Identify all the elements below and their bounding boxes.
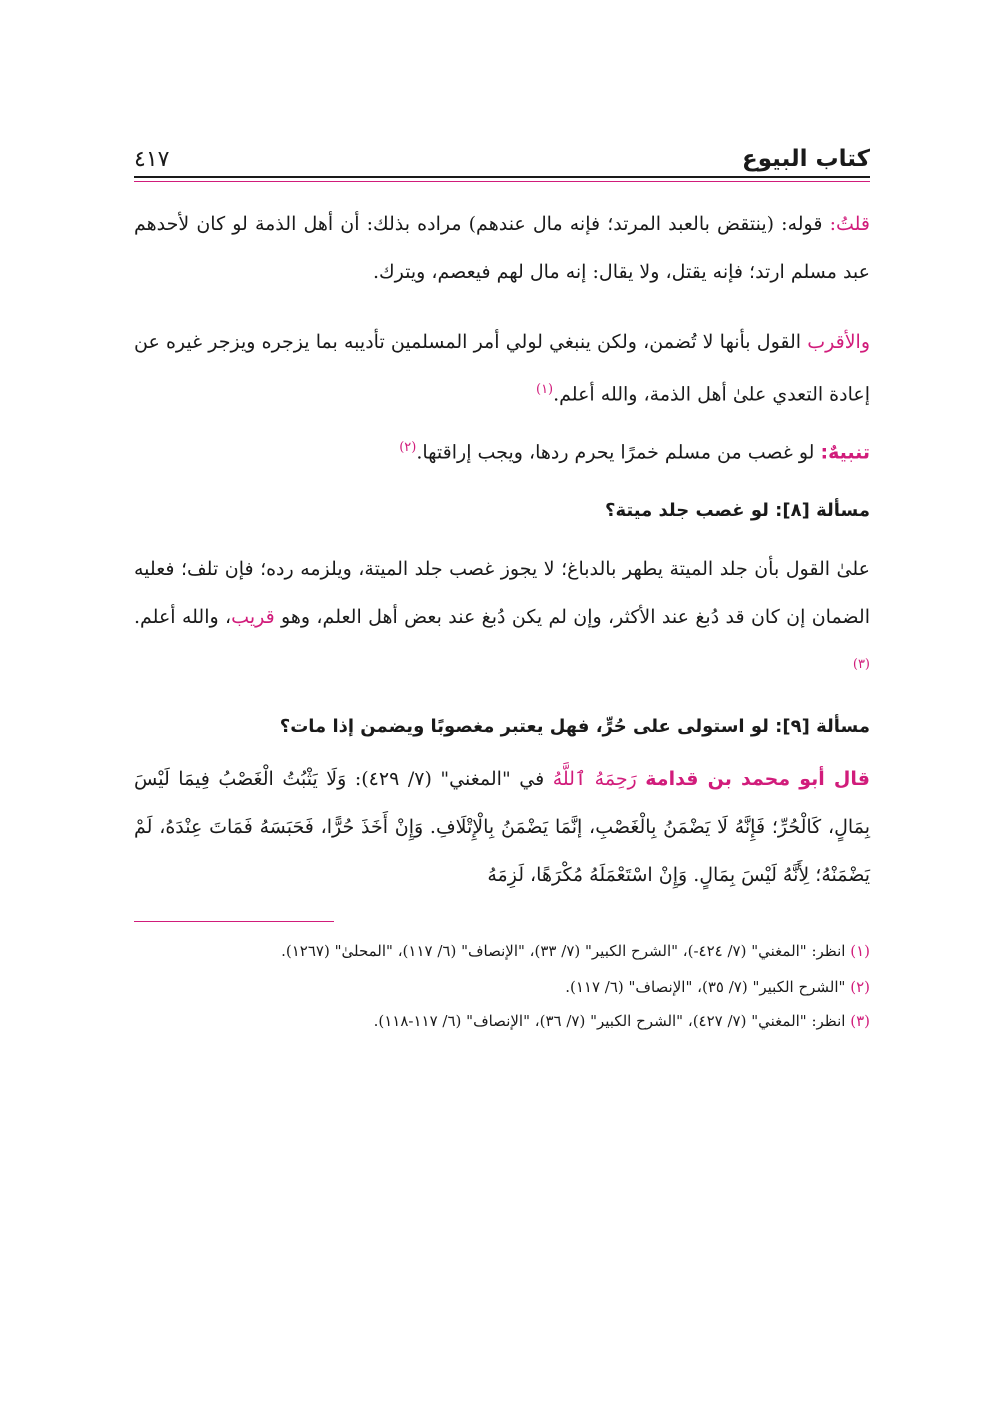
note-paragraph bbox=[134, 424, 870, 476]
footnote-1 bbox=[134, 936, 870, 966]
footnote-3-number: (٣) bbox=[850, 1011, 870, 1030]
paragraph-4-text-b: ، والله أعلم. bbox=[134, 605, 232, 628]
issue-label-8: مسألة [٨]: bbox=[775, 499, 870, 521]
footnote-marker-3[interactable]: (٣) bbox=[852, 656, 870, 672]
issue-title-9: لو استولى على حُرٍّ، فهل يعتبر مغصوبًا ويضمن إذا مات؟ bbox=[279, 715, 776, 737]
paragraph-5-text: في "المغني" (٧/ ٤٢٩): وَلَا يَثْبُتُ الْغَصْبُ فِيمَا لَيْسَ بِمَالٍ، كَالْحُرِّ؛ فَإِنَّهُ لَا يَضْمَنُ بِالْغَصْبِ، إنَّمَا يَضْمَنُ بِالْإِتْلَافِ. وَإِنْ أَخَذَ حُرًّا، فَحَبَسَهُ فَمَاتَ عِنْدَهُ، لَمْ يَضْمَنْهُ؛ لِأَنَّهُ لَيْسَ بِمَالٍ. وَإِنْ اسْتَعْمَلَهُ مُكْرَهًا، لَزِمَهُ bbox=[134, 767, 870, 886]
paragraph-4 bbox=[134, 545, 870, 693]
paragraph-4-emphasis: قريب bbox=[231, 605, 275, 628]
footnote-1-number: (١) bbox=[850, 941, 870, 960]
book-page bbox=[134, 120, 870, 1036]
paragraph-1-lead: قلتُ: bbox=[829, 213, 870, 235]
page-number: ٤١٧ bbox=[134, 147, 170, 172]
paragraph-2 bbox=[134, 318, 870, 418]
footnote-2 bbox=[134, 972, 870, 1002]
paragraph-1 bbox=[134, 200, 870, 296]
footnote-marker-1[interactable]: (١) bbox=[535, 382, 554, 397]
header-rule-thick bbox=[134, 176, 870, 178]
issue-label-9: مسألة [٩]: bbox=[775, 715, 870, 737]
footnote-separator bbox=[134, 921, 334, 922]
honorific: رَحِمَهُ ٱللَّهُ bbox=[552, 767, 646, 790]
note-text: لو غصب من مسلم خمرًا يحرم ردها، ويجب إراقتها. bbox=[416, 441, 821, 464]
quote-author: قال أبو محمد بن قدامة bbox=[645, 767, 870, 790]
footnote-2-number: (٢) bbox=[850, 977, 870, 996]
footnote-marker-2[interactable]: (٢) bbox=[399, 440, 417, 456]
paragraph-4-text-a: علىٰ القول بأن جلد الميتة يطهر بالدباغ؛ لا يجوز غصب جلد الميتة، ويلزمه رده؛ فإن تلف؛ فعليه الضمان إن كان قد دُبغ عند الأكثر، وإن لم يكن دُبغ عند بعض أهل العلم، وهو bbox=[134, 557, 870, 628]
paragraph-2-text: القول بأنها لا تُضمن، ولكن ينبغي لولي أمر المسلمين تأديبه بما يزجره ويزجر غيره عن إعادة التعدي علىٰ أهل الذمة، والله أعلم. bbox=[134, 331, 870, 406]
footnote-1-text: انظر: "المغني" (٧/ ٤٢٤-)، "الشرح الكبير" (٧/ ٣٣)، "الإنصاف" (٦/ ١١٧)، "المحلىٰ" (١٢٦٧). bbox=[281, 941, 851, 960]
paragraph-1-text: قوله: (ينتقض بالعبد المرتد؛ فإنه مال عندهم) مراده بذلك: أن أهل الذمة لو كان لأحدهم عبد مسلم ارتد؛ فإنه يقتل، ولا يقال: إنه مال لهم فيعصم، ويترك. bbox=[134, 213, 870, 283]
issue-heading-8 bbox=[134, 487, 870, 535]
page-header bbox=[134, 120, 870, 172]
footnote-2-text: "الشرح الكبير" (٧/ ٣٥)، "الإنصاف" (٦/ ١١٧). bbox=[565, 977, 851, 996]
book-title: كتاب البيوع bbox=[742, 146, 870, 172]
issue-heading-9 bbox=[134, 703, 870, 751]
footnote-3 bbox=[134, 1006, 870, 1036]
footnote-3-text: انظر: "المغني" (٧/ ٤٢٧)، "الشرح الكبير" (٧/ ٣٦)، "الإنصاف" (٦/ ١١٧-١١٨). bbox=[373, 1011, 851, 1030]
paragraph-5 bbox=[134, 755, 870, 899]
note-lead: تنبيهٌ: bbox=[820, 441, 870, 464]
issue-title-8: لو غصب جلد ميتة؟ bbox=[605, 499, 776, 521]
paragraph-2-lead: والأقرب bbox=[807, 331, 870, 353]
